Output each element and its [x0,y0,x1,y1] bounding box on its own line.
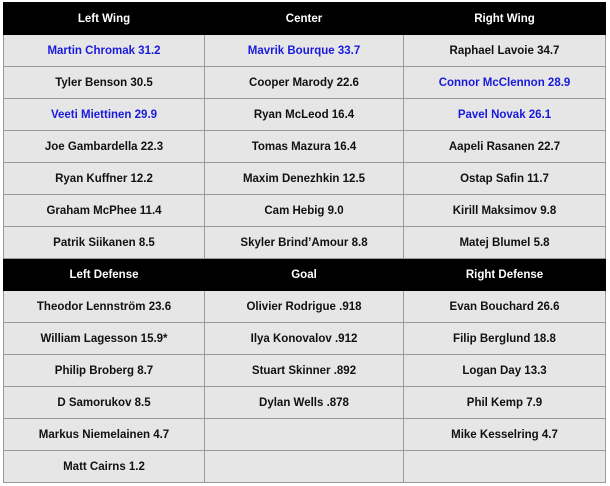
player-cell: Phil Kemp 7.9 [404,387,606,419]
column-header-left-wing: Left Wing [4,3,205,35]
table-row [4,35,606,67]
player-cell: Tyler Benson 30.5 [4,67,205,99]
defense-goal-header-row [4,259,606,291]
player-cell: Dylan Wells .878 [205,387,404,419]
player-cell: Philip Broberg 8.7 [4,355,205,387]
player-cell: Veeti Miettinen 29.9 [4,99,205,131]
table-row [4,355,606,387]
player-cell: Olivier Rodrigue .918 [205,291,404,323]
table-row [4,291,606,323]
column-header-center: Center [205,3,404,35]
player-cell: Martin Chromak 31.2 [4,35,205,67]
player-cell: Theodor Lennström 23.6 [4,291,205,323]
column-header-goal: Goal [205,259,404,291]
table-row [4,163,606,195]
column-header-right-wing: Right Wing [404,3,606,35]
player-cell: D Samorukov 8.5 [4,387,205,419]
player-cell: Graham McPhee 11.4 [4,195,205,227]
table-row [4,195,606,227]
player-cell: Logan Day 13.3 [404,355,606,387]
column-header-left-defense: Left Defense [4,259,205,291]
player-cell: Ryan McLeod 16.4 [205,99,404,131]
player-cell: Matej Blumel 5.8 [404,227,606,259]
player-cell: Connor McClennon 28.9 [404,67,606,99]
forwards-header-row [4,3,606,35]
player-cell: Tomas Mazura 16.4 [205,131,404,163]
player-cell: Evan Bouchard 26.6 [404,291,606,323]
player-cell: William Lagesson 15.9* [4,323,205,355]
table-row [4,131,606,163]
player-cell: Pavel Novak 26.1 [404,99,606,131]
player-cell: Ilya Konovalov .912 [205,323,404,355]
player-cell: Joe Gambardella 22.3 [4,131,205,163]
player-cell: Patrik Siikanen 8.5 [4,227,205,259]
player-cell: Aapeli Rasanen 22.7 [404,131,606,163]
table-row [4,323,606,355]
player-cell: Cooper Marody 22.6 [205,67,404,99]
player-cell: Mike Kesselring 4.7 [404,419,606,451]
table-row [4,451,606,483]
depth-chart-body [4,3,606,483]
player-cell: Cam Hebig 9.0 [205,195,404,227]
empty-cell [205,419,404,451]
depth-chart-table [3,2,606,483]
player-cell: Markus Niemelainen 4.7 [4,419,205,451]
depth-chart [3,2,606,483]
table-row [4,67,606,99]
player-cell: Skyler Brind’Amour 8.8 [205,227,404,259]
player-cell: Filip Berglund 18.8 [404,323,606,355]
empty-cell [205,451,404,483]
player-cell: Stuart Skinner .892 [205,355,404,387]
player-cell: Ostap Safin 11.7 [404,163,606,195]
player-cell: Maxim Denezhkin 12.5 [205,163,404,195]
table-row [4,99,606,131]
empty-cell [404,451,606,483]
player-cell: Raphael Lavoie 34.7 [404,35,606,67]
table-row [4,419,606,451]
player-cell: Kirill Maksimov 9.8 [404,195,606,227]
player-cell: Mavrik Bourque 33.7 [205,35,404,67]
table-row [4,387,606,419]
column-header-right-defense: Right Defense [404,259,606,291]
table-row [4,227,606,259]
player-cell: Matt Cairns 1.2 [4,451,205,483]
player-cell: Ryan Kuffner 12.2 [4,163,205,195]
